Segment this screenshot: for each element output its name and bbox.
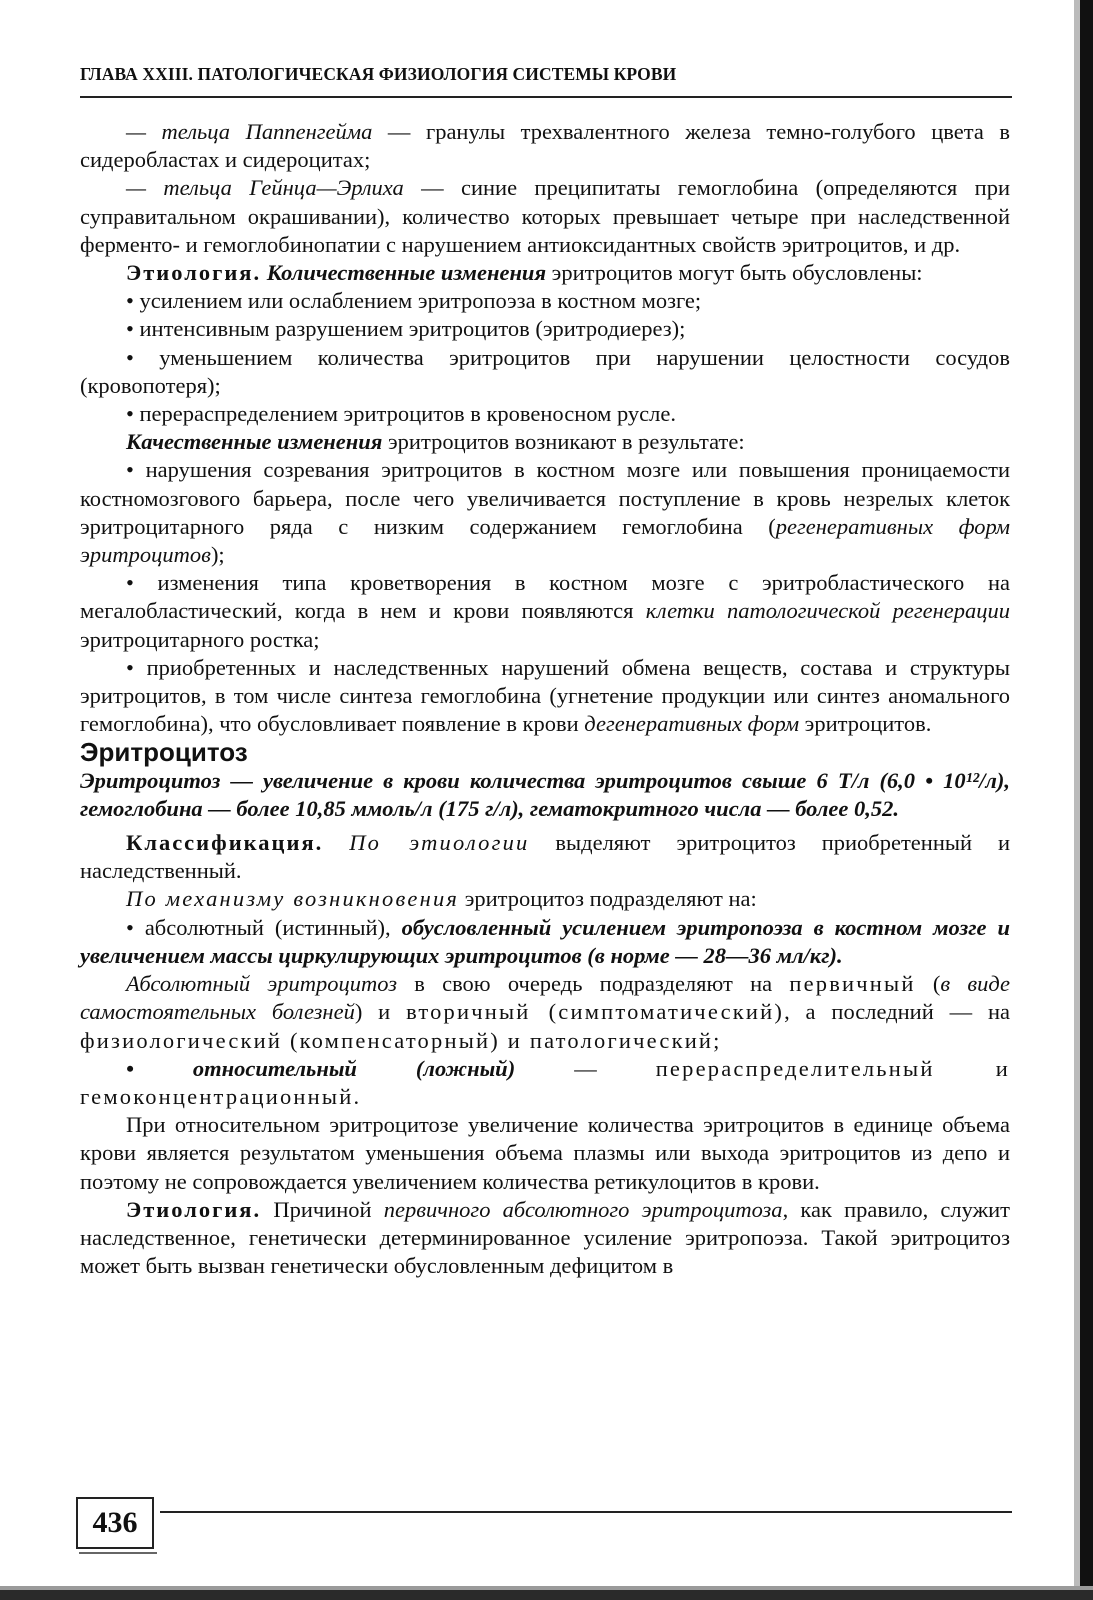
term: — тельца Гейнца—Эрлиха: [126, 175, 404, 201]
label-etiology: Этиология.: [126, 260, 262, 286]
paragraph: При относительном эритроцитозе увеличение количества эритроцитов в единице объема крови является результатом уменьшения объема плазмы или выхода эритроцитов из депо и поэтому не сопровождается увеличением количества ретикулоцитов в крови.: [80, 1112, 1010, 1194]
paragraph-text: в свою очередь подразделяют на: [397, 971, 790, 997]
list-text: • изменения типа кроветворения в костном мозге с эритробластического на мегалобластический, когда в нем и крови появляются: [80, 570, 1010, 624]
spaced-term: первичный: [789, 971, 916, 997]
running-header: ГЛАВА XXIII. ПАТОЛОГИЧЕСКАЯ ФИЗИОЛОГИЯ СИСТЕМЫ КРОВИ: [80, 64, 677, 84]
emphasis: Количественные изменения: [266, 260, 547, 286]
list-text: —: [515, 1055, 656, 1081]
paragraph-text: , как правило, служит наследственное, генетически детерминированное усиление эритропоэза. Такой эритроцитоз может быть вызван генетически обусловленным дефицитом в: [80, 1196, 1010, 1279]
spaced-term: физиологический (компенсаторный) и патологический;: [80, 1027, 722, 1053]
emphasis: • относительный (ложный): [126, 1055, 516, 1081]
emphasis: обусловленный усилением эритропоэза в костном мозге и увеличением массы циркулирующих эритроцитов (в норме — 28—36 мл/кг).: [80, 914, 1010, 968]
list-item: • уменьшением количества эритроцитов при нарушении целостности сосудов (кровопотеря);: [80, 344, 1010, 398]
list-text: • абсолютный (истинный),: [126, 914, 402, 940]
list-item: [80, 569, 1010, 654]
paragraph: [80, 1196, 1010, 1281]
spaced-term: перераспределительный и гемоконцентрационный.: [80, 1055, 1010, 1109]
paragraph: [80, 118, 1010, 174]
paragraph-text: — гранулы трехвалентного железа темно-голубого цвета в сидеробластах и сидероцитах;: [80, 119, 1010, 173]
list-text: • приобретенных и наследственных нарушений обмена веществ, состава и структуры эритроцитов, в том числе синтеза гемоглобина (угнетение продукции или синтез аномального гемоглобина), что обусловливает появление в крови: [80, 654, 1010, 737]
list-text: эритроцитов.: [799, 711, 932, 737]
list-text: эритроцитарного ростка;: [80, 626, 320, 652]
list-item: [80, 1055, 1010, 1111]
list-item: • перераспределением эритроцитов в кровеносном русле.: [126, 401, 676, 427]
emphasis: Качественные изменения: [126, 429, 383, 455]
emphasis: Абсолютный эритроцитоз: [126, 971, 397, 997]
list-item: • усилением или ослаблением эритропоэза в костном мозге;: [126, 288, 702, 314]
paragraph-text: — синие преципитаты гемоглобина (определяются при суправитальном окрашивании), количество которых превышает четыре при наследственной ферменто- и гемоглобинопатии с нарушением антиоксидантных свойств эритроцитов, и др.: [80, 175, 1010, 257]
spaced-term: вторичный (симптоматический): [406, 999, 785, 1025]
list-item: • интенсивным разрушением эритроцитов (эритродиерез);: [126, 316, 686, 342]
emphasis: дегенеративных форм: [584, 711, 800, 737]
paragraph-text: ) и: [354, 999, 407, 1025]
paragraph: [80, 428, 1010, 456]
bottom-edge: [0, 1590, 1093, 1600]
emphasis: клетки патологической регенерации: [645, 598, 1010, 624]
body-text: [80, 118, 1010, 1280]
paragraph: [80, 829, 1010, 885]
emphasis: в виде самостоятельных болезней: [80, 971, 1011, 1025]
label-classification: Классификация.: [126, 830, 324, 856]
page-number: 436: [76, 1497, 154, 1549]
paragraph-text: , а последний — на: [784, 999, 1010, 1025]
list-text: • нарушения созревания эритроцитов в костном мозге или повышения проницаемости костномозгового барьера, после чего увеличивается поступление в кровь незрелых клеток эритроцитарного ряда с низким содержанием гемоглобина (: [80, 457, 1010, 539]
section-title: Эритроцитоз: [80, 737, 248, 768]
emphasis: По этиологии: [349, 830, 530, 856]
list-item: [80, 456, 1010, 569]
label-etiology: Этиология.: [126, 1196, 262, 1222]
emphasis: По механизму возникновения: [126, 886, 460, 912]
paragraph-text: эритроцитоз подразделяют на:: [459, 886, 757, 912]
paragraph-text: эритроцитов возникают в результате:: [382, 429, 745, 455]
paragraph: [80, 174, 1010, 259]
paragraph: [80, 970, 1010, 1055]
paragraph: [80, 259, 1010, 287]
list-item: [80, 654, 1010, 739]
paragraph-text: (: [915, 971, 941, 997]
page-edge: [1080, 0, 1093, 1600]
term: — тельца Паппенгейма: [126, 119, 373, 144]
emphasis: регенеративных форм эритроцитов: [80, 513, 1011, 568]
definition: Эритроцитоз — увеличение в крови количества эритроцитов свыше 6 Т/л (6,0 • 10¹²/л), гемоглобина — более 10,85 ммоль/л (175 г/л), гематокритного числа — более 0,52.: [80, 767, 1010, 821]
footer-rule: [160, 1511, 1012, 1513]
paragraph: [80, 885, 1010, 913]
header-rule: [80, 96, 1012, 98]
paragraph-text: выделяют эритроцитоз приобретенный и наследственный.: [80, 830, 1010, 884]
list-text: );: [210, 542, 225, 568]
paragraph-text: Причиной: [261, 1196, 384, 1222]
emphasis: первичного абсолютного эритроцитоза: [383, 1196, 783, 1222]
list-item: [80, 914, 1010, 970]
paragraph-text: эритроцитов могут быть обусловлены:: [546, 260, 923, 286]
